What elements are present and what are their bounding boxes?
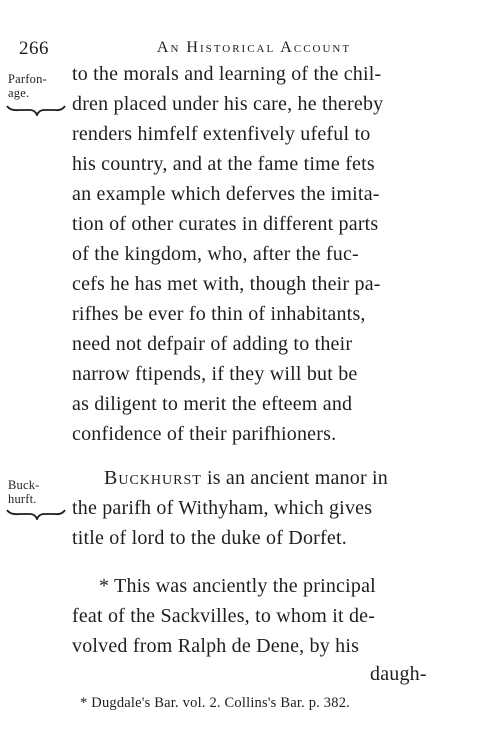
text-fragment: is an ancient manor in [201,467,389,489]
text-line [104,467,388,490]
margin-note-line: age. [8,86,30,100]
margin-note-line: hurft. [8,492,37,506]
page-header [0,38,500,62]
margin-note-parsonage [8,72,47,100]
margin-brace-icon [6,508,66,520]
text-line: volved from Ralph de Dene, by his [72,635,360,657]
text-line: cefs he has met with, though their pa- [72,273,381,295]
text-line: narrow ftipends, if they will but be [72,363,358,385]
page-number: 266 [19,38,49,59]
text-line: an example which deferves the imita- [72,183,380,205]
running-head: An Historical Account [156,39,352,56]
margin-note-line: Buck- [8,478,40,492]
text-line: dren placed under his care, he thereby [72,93,384,115]
margin-note-buckhurst [8,478,40,506]
text-line: the parifh of Withyham, which gives [72,497,373,519]
footnote: * Dugdale's Bar. vol. 2. Collins's Bar. p. 382. [80,695,350,711]
text-line: as diligent to merit the efteem and [72,393,353,415]
text-line: need not defpair of adding to their [72,333,353,355]
text-line: title of lord to the duke of Dorfet. [72,527,347,549]
text-line: his country, and at the fame time fets [72,153,375,175]
text-line: confidence of their parifhioners. [72,423,337,445]
lead-word: Buckhurst [104,467,202,489]
text-line: to the morals and learning of the chil- [72,63,382,85]
margin-brace-icon [6,104,66,116]
text-line: feat of the Sackvilles, to whom it de- [72,605,376,627]
text-line: * This was anciently the principal [99,575,376,597]
text-line: renders himfelf extenfively ufeful to [72,123,371,145]
catchword: daugh- [370,663,427,685]
text-line: rifhes be ever fo thin of inhabitants, [72,303,366,325]
margin-note-line: Parfon- [8,72,47,86]
text-line: of the kingdom, who, after the fuc- [72,243,359,265]
text-line: tion of other curates in different parts [72,213,379,235]
